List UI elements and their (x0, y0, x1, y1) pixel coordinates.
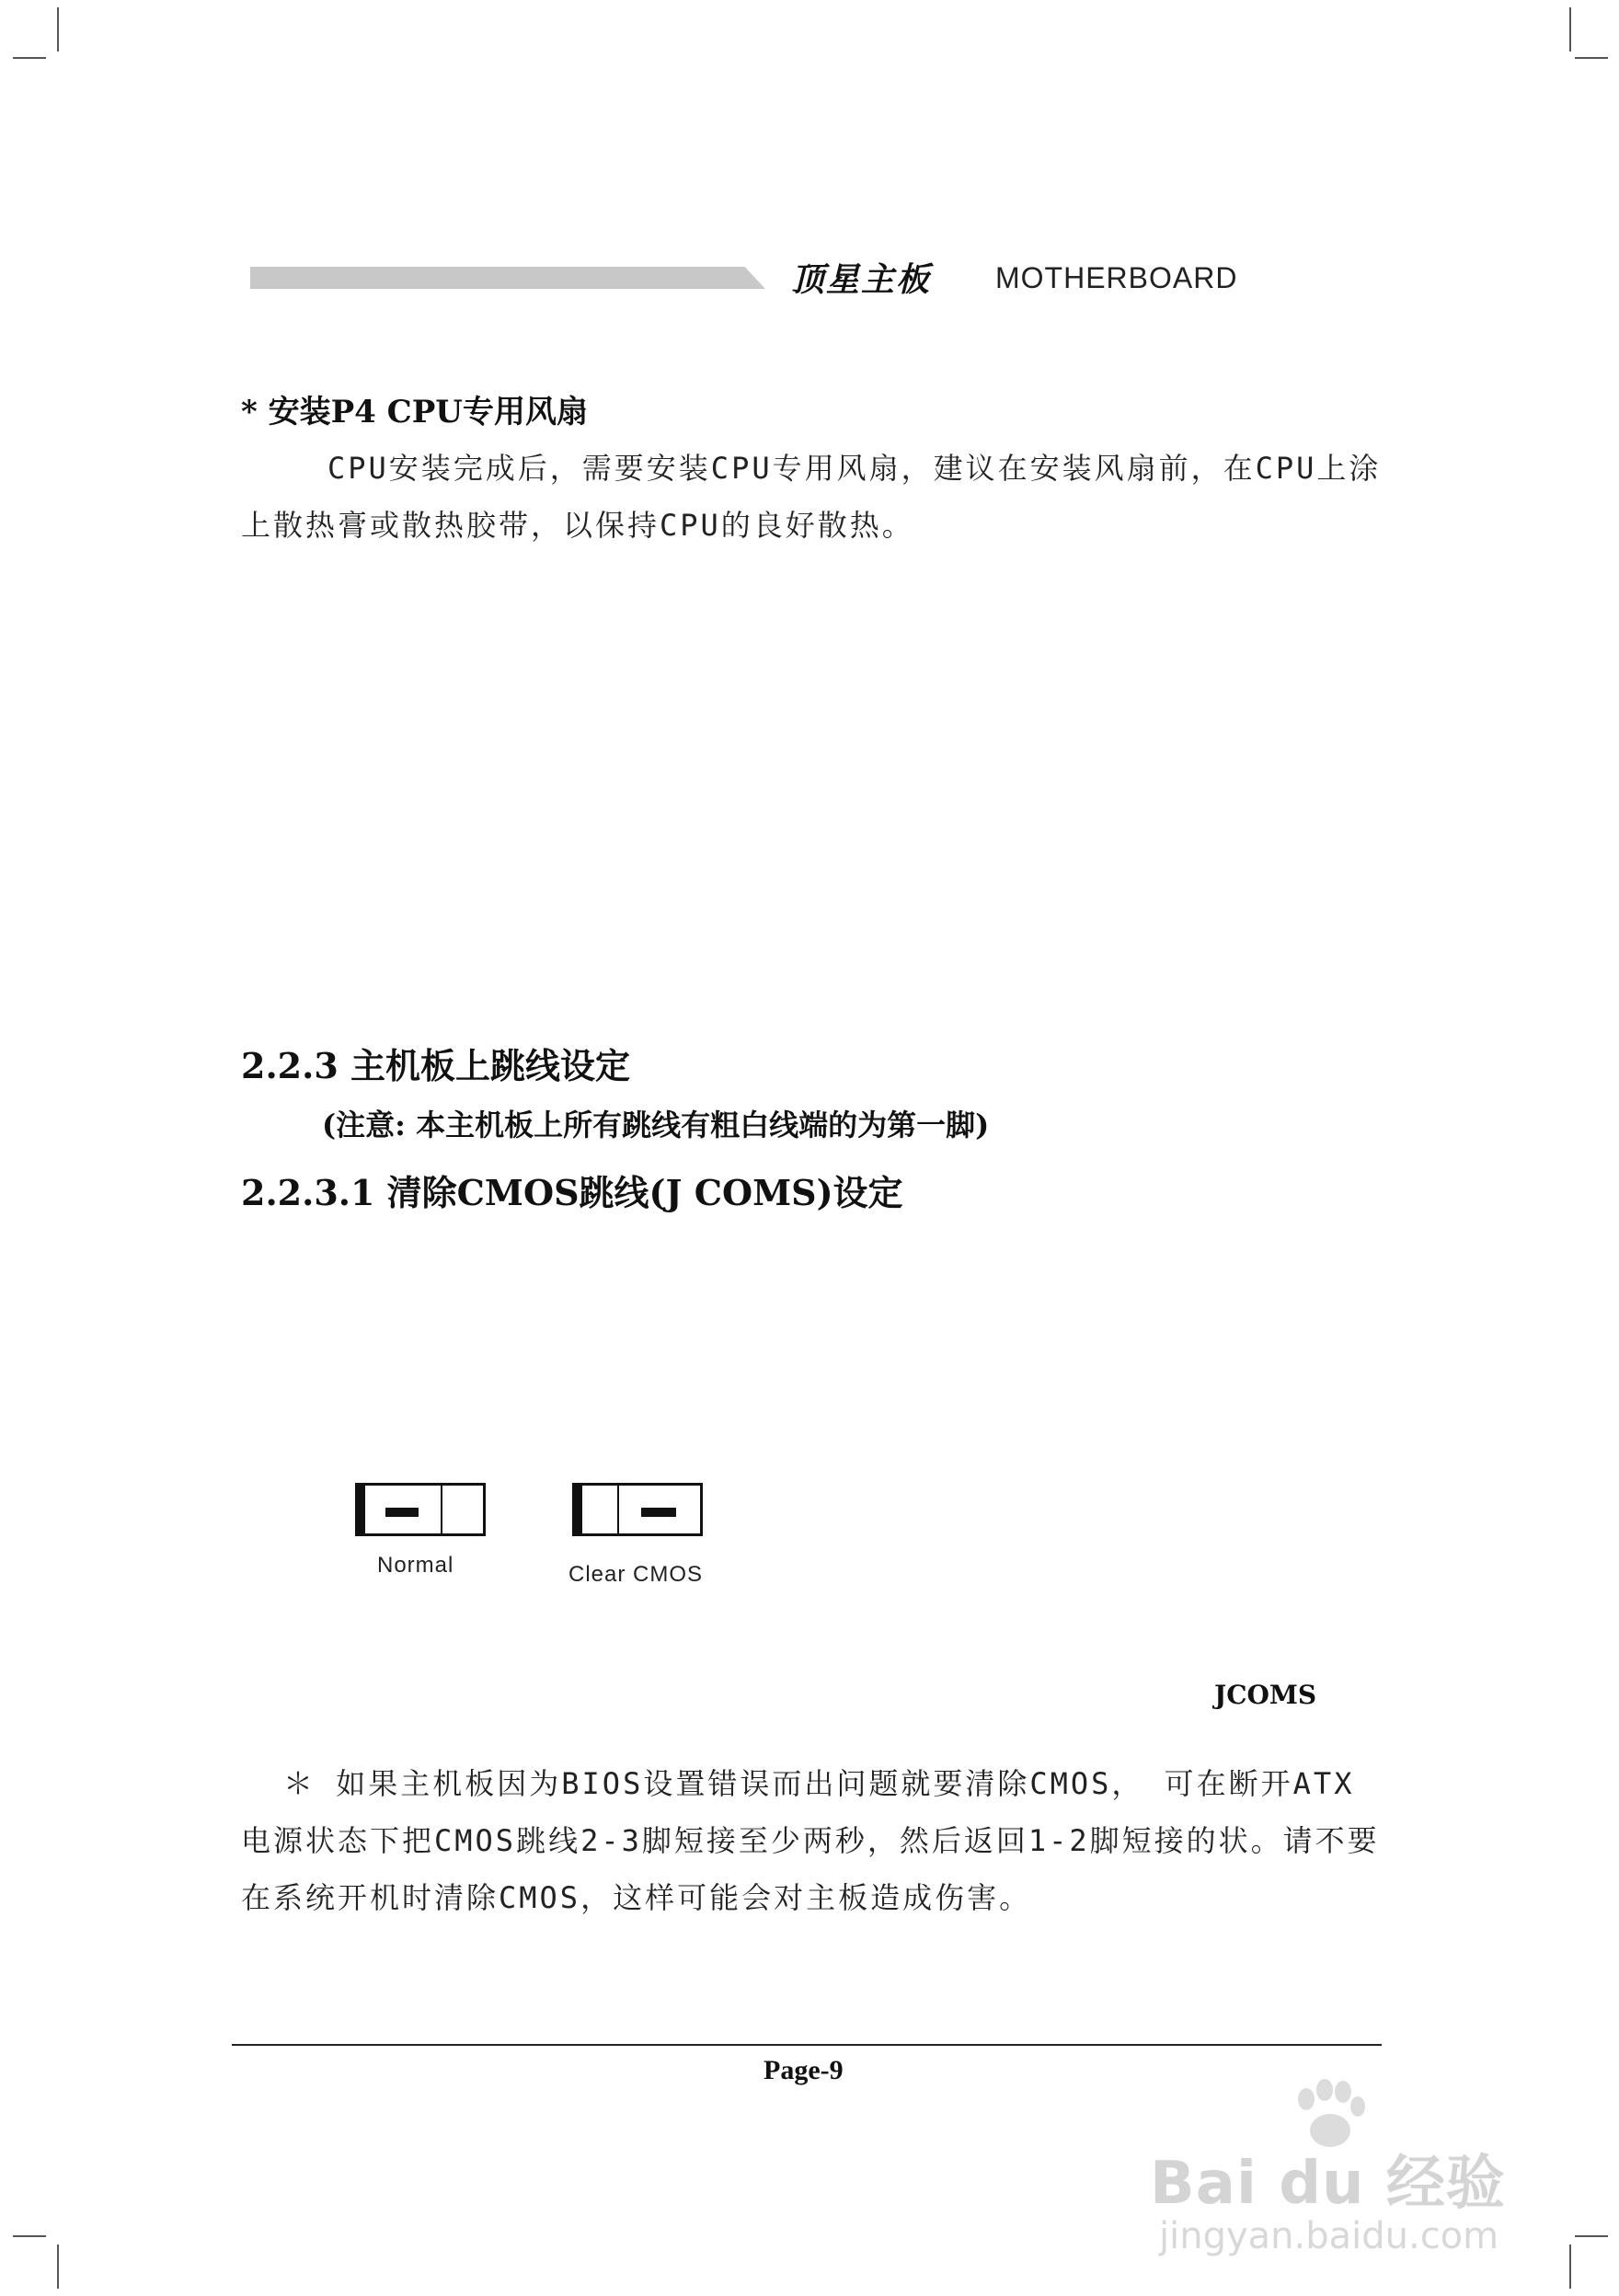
crop-mark-top-right-h (1575, 57, 1608, 59)
normal-label: Normal (377, 1553, 454, 1578)
jumper-cap (385, 1508, 419, 1517)
jumper-cap (641, 1508, 676, 1517)
crop-mark-bottom-left-v (57, 2244, 59, 2289)
header-subtitle: MOTHERBOARD (995, 261, 1238, 294)
subsection-heading: 2.2.3.1 清除CMOS跳线(J COMS)设定 (241, 1172, 903, 1213)
jumper-divider (617, 1486, 619, 1533)
pin1-marker (358, 1486, 365, 1533)
header-bar (250, 267, 765, 289)
section-heading: 2.2.3 主机板上跳线设定 (241, 1045, 631, 1086)
pin1-marker (575, 1486, 582, 1533)
header-brand: 顶星主板 (791, 261, 932, 299)
jumper-name: JCOMS (1214, 1680, 1317, 1710)
footer-rule (232, 2044, 1382, 2046)
crop-mark-bottom-right-h (1575, 2235, 1608, 2237)
watermark-url: jingyan.baidu.com (1159, 2215, 1499, 2257)
baidu-watermark (1150, 2079, 1536, 2263)
jumper-clear-cmos (572, 1483, 703, 1536)
clear-cmos-body: ＊ 如果主机板因为BIOS设置错误而出问题就要清除CMOS， 可在断开ATX电源状态下把CMOS跳线2-3脚短接至少两秒，然后返回1-2脚短接的状。请不要在系统开机时清除CMOS，这样可能会对主板造成伤害。 (241, 1766, 1380, 1915)
crop-mark-top-right-v (1569, 7, 1571, 52)
cpu-fan-heading: * 安装P4 CPU专用风扇 (241, 394, 588, 430)
watermark-main: Bai du 经验 (1150, 2150, 1506, 2218)
clear-cmos-label: Clear CMOS (568, 1562, 704, 1587)
jumper-normal (355, 1483, 486, 1536)
cpu-fan-body: CPU安装完成后，需要安装CPU专用风扇，建议在安装风扇前，在CPU上涂上散热膏或散热胶带，以保持CPU的良好散热。 (241, 451, 1382, 543)
page-number: Page-9 (764, 2055, 844, 2085)
section-note: (注意: 本主机板上所有跳线有粗白线端的为第一脚) (322, 1108, 990, 1142)
crop-mark-bottom-right-v (1569, 2244, 1571, 2289)
jumper-divider (441, 1486, 442, 1533)
crop-mark-bottom-left-h (13, 2235, 46, 2237)
crop-mark-top-left-v (57, 7, 59, 52)
crop-mark-top-left-h (13, 57, 46, 59)
